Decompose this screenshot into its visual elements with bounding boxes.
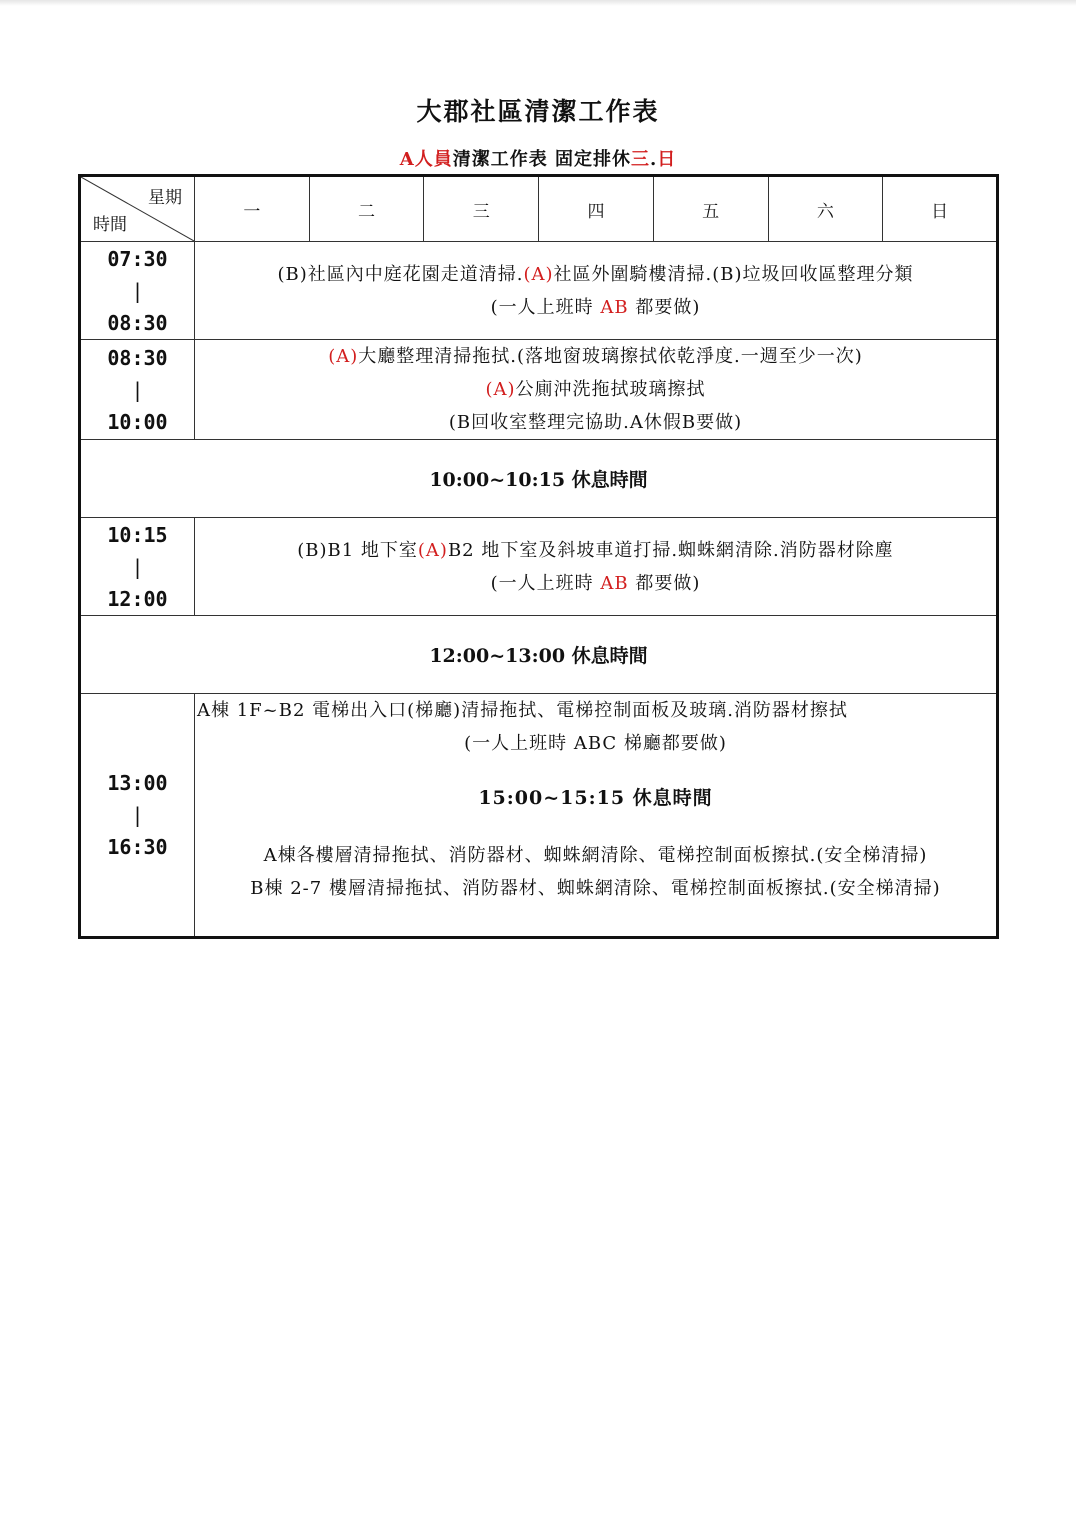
time-start: 08:30 bbox=[107, 345, 168, 370]
schedule-row bbox=[80, 340, 998, 440]
day-header-mon: 一 bbox=[195, 176, 310, 242]
task-text: 社區外圍騎樓清掃.(B)垃圾回收區整理分類 bbox=[553, 263, 914, 285]
corner-header-cell bbox=[80, 176, 195, 242]
time-start: 13:00 bbox=[107, 771, 168, 795]
task-line bbox=[195, 340, 996, 373]
time-range-cell bbox=[80, 340, 195, 440]
time-end: 16:30 bbox=[107, 835, 168, 859]
afternoon-break-time: 15:00~15:15 休息時間 bbox=[478, 787, 713, 809]
task-cell bbox=[195, 242, 998, 340]
time-start: 07:30 bbox=[107, 246, 168, 271]
time-end: 10:00 bbox=[107, 409, 168, 434]
task-note bbox=[195, 567, 996, 600]
time-range-cell bbox=[80, 518, 195, 616]
break-row bbox=[80, 616, 998, 694]
rest-day-1: 三 bbox=[630, 149, 650, 170]
note-text: 都要做) bbox=[635, 572, 701, 594]
time-separator: | bbox=[131, 278, 144, 303]
schedule-row bbox=[80, 518, 998, 616]
task-line bbox=[195, 258, 996, 291]
lunch-break-time: 12:00~13:00 休息時間 bbox=[80, 616, 998, 694]
task-note bbox=[195, 291, 996, 324]
time-range-cell bbox=[80, 242, 195, 340]
day-header-tue: 二 bbox=[309, 176, 424, 242]
time-end: 08:30 bbox=[107, 310, 168, 335]
time-separator: | bbox=[131, 554, 144, 579]
time-range-cell bbox=[80, 694, 195, 938]
time-end: 12:00 bbox=[107, 586, 168, 611]
break-time: 10:00~10:15 休息時間 bbox=[80, 440, 998, 518]
staff-a-marker: (A) bbox=[523, 263, 554, 285]
rest-day-2: 日 bbox=[657, 149, 677, 170]
task-note: (B回收室整理完協助.A休假B要做) bbox=[448, 412, 743, 433]
day-header-thu: 四 bbox=[539, 176, 654, 242]
schedule-table bbox=[78, 174, 999, 939]
header-row bbox=[80, 176, 998, 242]
time-start: 10:15 bbox=[107, 522, 168, 547]
task-note: (一人上班時 ABC 梯廳都要做) bbox=[464, 733, 727, 754]
staff-ab-marker: AB bbox=[600, 572, 629, 594]
task-cell bbox=[195, 518, 998, 616]
day-header-wed: 三 bbox=[424, 176, 539, 242]
staff-a-marker: (A) bbox=[417, 539, 448, 561]
staff-a-marker: (A) bbox=[328, 346, 359, 367]
document-title: 大郡社區清潔工作表 bbox=[416, 97, 660, 126]
task-cell bbox=[195, 340, 998, 440]
day-header-sun: 日 bbox=[883, 176, 998, 242]
note-text: (一人上班時 bbox=[490, 572, 594, 594]
task-text: B2 地下室及斜坡車道打掃.蜘蛛網清除.消防器材除塵 bbox=[447, 539, 894, 561]
staff-label: A人員 bbox=[399, 149, 453, 170]
subtitle-dot: . bbox=[649, 149, 658, 170]
task-cell bbox=[195, 694, 998, 938]
time-separator: | bbox=[131, 803, 144, 827]
time-label: 時間 bbox=[93, 215, 127, 235]
note-text: (一人上班時 bbox=[490, 296, 594, 318]
top-shadow-bar bbox=[0, 0, 1076, 6]
day-header-fri: 五 bbox=[653, 176, 768, 242]
task-line bbox=[195, 534, 996, 567]
task-text: (B)社區內中庭花園走道清掃. bbox=[277, 263, 524, 285]
task-line bbox=[195, 373, 996, 406]
task-text: 大廳整理清掃拖拭.(落地窗玻璃擦拭依乾淨度.一週至少一次) bbox=[358, 346, 863, 367]
task-line: A棟各樓層清掃拖拭、消防器材、蜘蛛網清除、電梯控制面板擦拭.(安全梯清掃) bbox=[263, 845, 928, 866]
subtitle-text: 清潔工作表 固定排休 bbox=[452, 149, 631, 170]
document-subtitle bbox=[0, 145, 1076, 171]
time-separator: | bbox=[131, 377, 144, 402]
break-row bbox=[80, 440, 998, 518]
task-line: A棟 1F~B2 電梯出入口(梯廳)清掃拖拭、電梯控制面板及玻璃.消防器材擦拭 bbox=[197, 700, 848, 721]
task-text: (B)B1 地下室 bbox=[297, 539, 418, 561]
day-header-sat: 六 bbox=[768, 176, 883, 242]
weekday-label: 星期 bbox=[148, 188, 182, 208]
schedule-row bbox=[80, 242, 998, 340]
staff-ab-marker: AB bbox=[600, 296, 629, 318]
note-text: 都要做) bbox=[635, 296, 701, 318]
task-text: 公廁沖洗拖拭玻璃擦拭 bbox=[515, 379, 706, 400]
task-line: B棟 2-7 樓層清掃拖拭、消防器材、蜘蛛網清除、電梯控制面板擦拭.(安全梯清掃) bbox=[250, 878, 941, 899]
staff-a-marker: (A) bbox=[485, 379, 516, 400]
schedule-row bbox=[80, 694, 998, 938]
